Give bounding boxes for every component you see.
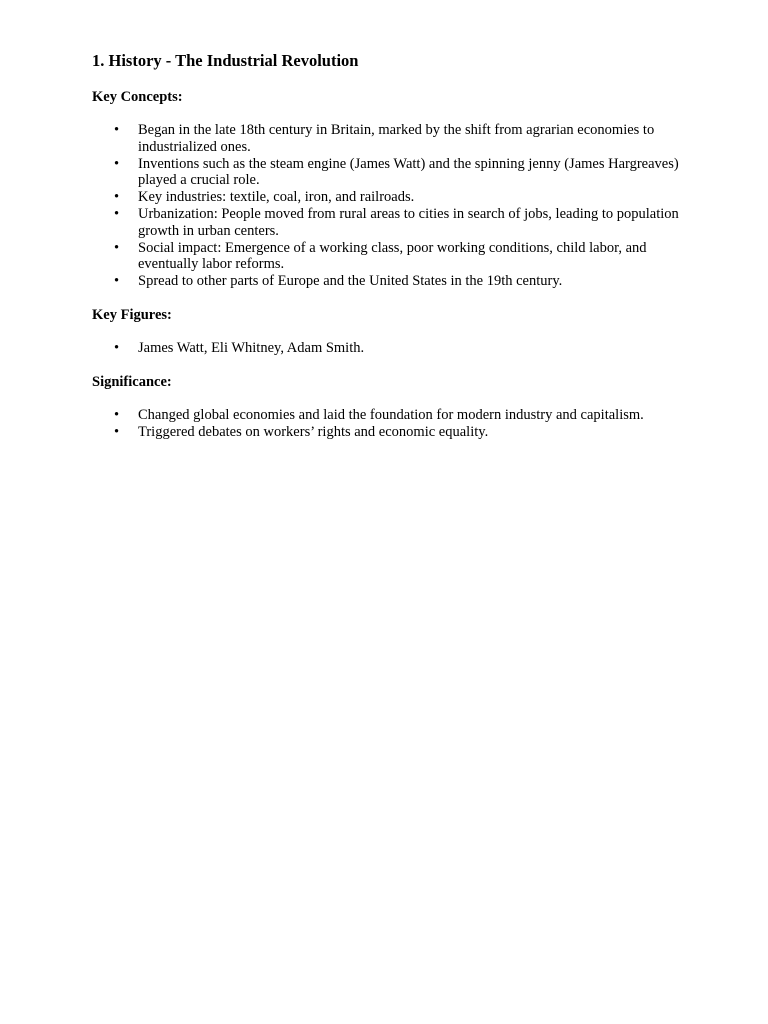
list-item: • Inventions such as the steam engine (James Watt) and the spinning jenny (James Hargreaves) played a crucial role.: [92, 156, 702, 190]
section-heading-significance: Significance:: [92, 373, 172, 390]
list-item: • Began in the late 18th century in Britain, marked by the shift from agrarian economies to industrialized ones.: [92, 122, 702, 156]
list-item: • Urbanization: People moved from rural areas to cities in search of jobs, leading to population growth in urban centers.: [92, 206, 702, 240]
list-item: • Social impact: Emergence of a working class, poor working conditions, child labor, and eventually labor reforms.: [92, 240, 702, 274]
document-title: 1. History - The Industrial Revolution: [92, 51, 359, 70]
key-figures-list: [92, 340, 702, 357]
section-heading-key-figures: Key Figures:: [92, 306, 172, 323]
section-heading-key-concepts: Key Concepts:: [92, 89, 183, 105]
list-item: • Triggered debates on workers’ rights and economic equality.: [92, 424, 702, 441]
document-body: [92, 51, 702, 456]
key-concepts-list: [92, 122, 702, 290]
list-item: • Key industries: textile, coal, iron, and railroads.: [92, 189, 702, 206]
list-item: • Changed global economies and laid the foundation for modern industry and capitalism.: [92, 407, 702, 424]
list-item: • James Watt, Eli Whitney, Adam Smith.: [92, 340, 702, 357]
significance-list: [92, 407, 702, 441]
list-item: • Spread to other parts of Europe and the United States in the 19th century.: [92, 273, 702, 290]
